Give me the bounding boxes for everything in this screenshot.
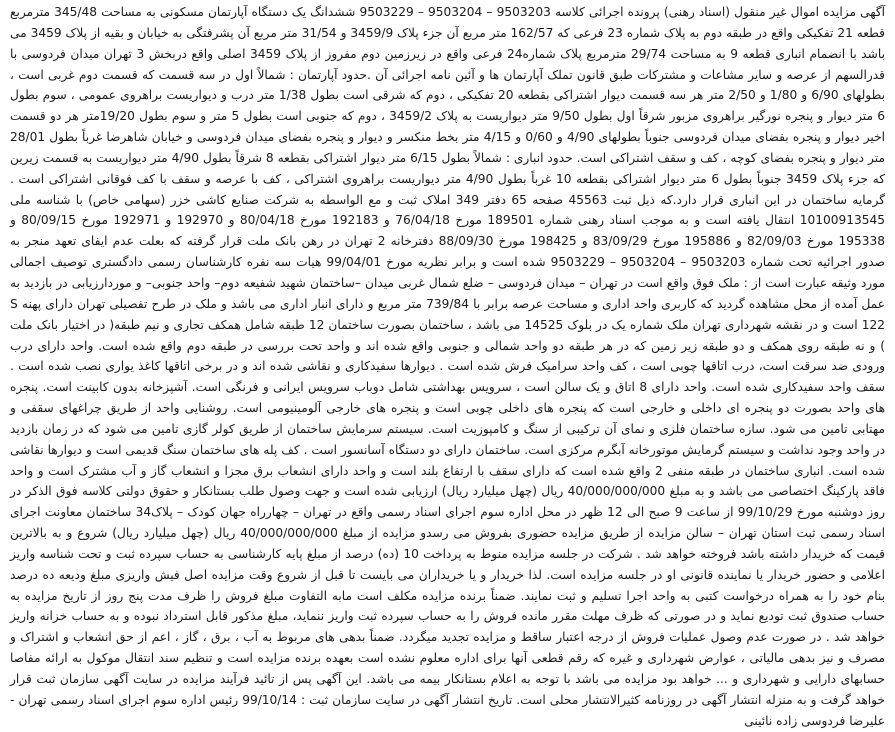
- auction-notice: [10, 2, 886, 728]
- notice-body: آگهی مزایده اموال غیر منقول (اسناد رهنی) پرونده اجرائی کلاسه 9503203 – 9503204 – 9503229 ششدانگ یک دستگاه آپارتمان مسکونی به مساحت 345/48 مترمربع قطعه 21 تفکیکی واقع در طبقه دوم به پلاک شماره 23 فرعی که 162/57 متر مربع آن جزء پلاک 3459/9 و 31/54 متر مربع آن پشرفتگی به خیابان و بقیه از پلاک 3459 می باشد با انضمام انباری قطعه 9 به مساحت 29/74 مترمربع پلاک شماره24 فرعی واقع در زیرزمین دوم مفروز از پلاک 3459 اصلی واقع دربخش 3 تهران میدان فردوسی با قدرالسهم از عرصه و سایر مشاعات و مشترکات طبق قانون تملک آپارتمان ها و آئین نامه اجرائی آن .حدود آپارتمان : شمالاً اول در سه قسمت که قسمت دوم غربی است ، بطولهای 6/90 و 1/80 و 2/50 متر هر سه قسمت دیوار اشتراکی بقطعه 20 تفکیکی ، دوم که شرقی است بطول 1/38 متر درب و دیواریست براهروی عمومی ، سوم بطول 6 متر دیوار و پنجره نورگیر براهروی مزبور شرقاً اول بطول 9/50 متر دیواریست به پلاک 3459/2 ، دوم که جنوبی است بطول 5 متر و سوم بطول 19/20متر هر دو قسمت اخیر دیوار و پنجره بفضای میدان فردوسی جنوباً بطولهای 4/90 و 0/60 و 4/15 متر بخط منکسر و دیوار و پنجره بفضای میدان فردوسی و خیابان شاهرضا غرباً بطول 28/01 متر دیوار و پنجره بفضای کوچه ، کف و سقف اشتراکی است. حدود انباری : شمالاً بطول 6/15 متر دیوار اشتراکی بقطعه 8 شرقاً بطول 4/90 متر دیواریست به قسمت زیرین که جزء پلاک 3459 جنوباً بطول 6 متر دیوار اشتراکی بقطعه 10 غرباً بطول 4/90 متر دیواریست براهروی اشتراکی ، کف با عرصه و سقف با کف فوقانی اشتراکی است . گرمایه ساختمان در این انباری قرار دارد.که ذیل ثبت 45563 صفحه 65 دفتر 349 املاک ثبت و مع الواسطه به شرکت صنایع کاشی خزر (سهامی خاص) با شناسه ملی 10100913545 انتقال یافته است و به موجب اسناد رهنی شماره 189501 مورخ 76/04/18 و 192183 مورخ 80/04/18 و 192970 و 192971 مورخ 80/09/15 و 195338 مورخ 82/09/03 و 195886 مورخ 83/09/29 و 198425 مورخ 88/09/30 دفترخانه 2 تهران در رهن بانک ملت قرار گرفته که بعلت عدم ایفای تعهد منجر به صدور اجرائیه تحت شماره 9503203 – 9503204 – 9503229 شده است و برابر نظریه مورخ 99/04/01 هیات سه نفره کارشناسان رسمی دادگستری توصیف اجمالی مورد وثیقه عبارت است از : ملک فوق واقع است در تهران – میدان فردوسی – ضلع شمال غربی میدان –ساختمان شهید شفیعه دوم– واحد جنوبی– و موردارزیابی در بازدید به عمل آمده از محل مشاهده گردید که کاربری واحد اداری و مساحت عرصه برابر با 739/84 متر مربع و دارای انبار اداری می باشد و ملک در طرح تفصیلی تهران دارای پهنه S 122 است و در نقشه شهرداری تهران ملک شماره یک در بلوک 14525 می باشد ، ساختمان بصورت ساختمان 12 طبقه شامل همکف تجاری و نیم طبقه( در اختیار بانک ملت ) و نه طبقه روی همکف و دو طبقه زیر زمین که در هر طبقه دو واحد شمالی و جنوبی واقع شده اند و واحد تحت بررسی در طبقه دوم واقع شده است. واحد دارای درب ورودی ضد سرقت است، درب اتاقها چوبی است ، کف واحد سرامیک فرش شده است . دیوارها سفیدکاری و نقاشی شده اند و در برخی اتاقها کاغذ یواری نصب شده است . سقف واحد سفیدکاری شده است. واحد دارای 8 اتاق و یک سالن است ، سرویس بهداشتی شامل دوباب سرویس ایرانی و فرنگی است. آشپزخانه بدون کابینت است. پنجره های واحد بصورت دو پنجره ای داخلی و خارجی است که پنجره های داخلی چوبی است و پنجره های خارجی آلومینیومی است. روشنایی واحد از طریق چراغهای سقفی و مهتابی تامین می شود. سازه ساختمان فلزی و نمای آن ترکیبی از سنگ و کامپوزیت است. سیستم سرمایش ساختمان از طریق کولر گازی تامین می شود که در زمان بازدید در واحد وجود نداشت و سیستم گرمایش موتورخانه آبگرم مرکزی است. ساختمان دارای دو دستگاه آسانسور است . کف پله های ساختمان سنگ قدیمی است و دیوارها نقاشی شده است. انباری ساختمان در طبقه منفی 2 واقع شده است که دارای سقف با ارتفاع بلند است و واحد دارای انشعاب برق مجزا و انشعاب گاز و آب مشترک است و واحد فاقد پارکینگ اختصاصی می باشد و به مبلغ 40/000/000/000 ریال (چهل میلیارد ریال) ارزیابی شده است و جهت وصول طلب بستانکار و حقوق دولتی کلاسه فوق الذکر در روز دوشنبه مورخ 99/10/29 از ساعت 9 صبح الی 12 ظهر در محل اداره سوم اجرای اسناد رسمی واقع در تهران – چهارراه جهان کودک – پلاک34 ساختمان معاونت اجرای اسناد رسمی ثبت استان تهران – سالن مزایده از طریق مزایده حضوری بفروش می رسدو مزایده از مبلغ 40/000/000/000 ریال (چهل میلیارد ریال) شروع و به بالاترین قیمت که خریدار داشته باشد فروخته خواهد شد . شرکت در جلسه مزایده منوط به پرداخت 10 (ده) درصد از مبلغ پایه کارشناسی به حساب سپرده ثبت و تحت شناسه واریز اعلامی و حضور خریدار یا نماینده قانونی او در جلسه مزایده است. لذا خریدار و یا خریداران می بایست تا قبل از شروع وقت مزایده اصل فیش واریزی مبلغ ودیعه ده درصد بنام خود را به همراه درخواست کتبی به واحد اجرا تسلیم و ثبت نمایند. ضمناً برنده مزایده مکلف است مابه التفاوت مبلغ فروش را ظرف مدت پنج روز از تاریخ مزایده به حساب صندوق ثبت تودیع نماید و در صورتی که ظرف مهلت مقرر مانده فروش را به حساب سپرده ثبت واریز ننماید، مبلغ مذکور قابل استرداد نبوده و به حساب خزانه واریز خواهد شد . در صورت عدم وصول عملیات فروش از درجه اعتبار ساقط و مزایده تجدید میگردد. ضمناً بدهی های مربوط به آب ، برق ، گاز ، اعم از حق انشعاب و اشتراک و مصرف و نیز بدهی مالیاتی ، عوارض شهرداری و غیره که رقم قطعی آنها برای اداره معلوم نشده است بعهده برنده مزایده است و تنظیم سند انتقال موکول به ارائه مفاصا حسابهای دارایی و شهرداری و ... خواهد بود مزایده می باشد با توجه به اعلام بستانکار بیمه می باشد. این آگهی پس از تائید فرآیند مزایده در سایت آگهی سازمان ثبت قرار خواهد گرفت و به منزله انتشار آگهی در روزنامه کثیرالانتشار محلی است. تاریخ انتشار آگهی در سایت سازمان ثبت : 99/10/14 رئیس اداره سوم اجرای اسناد رسمی تهران - علیرضا فردوسی زاده نائینی: [10, 5, 886, 728]
